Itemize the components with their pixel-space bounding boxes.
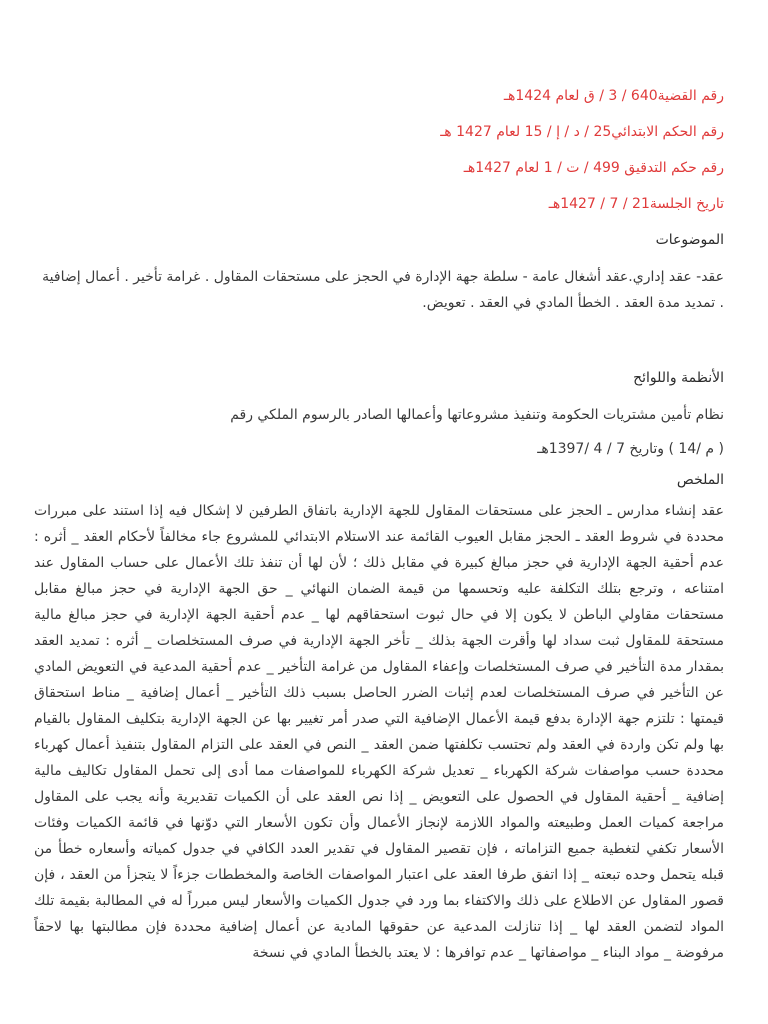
regulations-line-2: ( م /14 ) وتاريخ 7 / 4 /1397هـ	[537, 441, 724, 457]
document-page	[34, 86, 724, 966]
regulations-line-1: نظام تأمين مشتريات الحكومة وتنفيذ مشروعاتها وأعمالها الصادر بالرسوم الملكي رقم	[230, 407, 724, 423]
summary-heading: الملخص	[676, 472, 724, 488]
summary-text: عقد إنشاء مدارس ـ الحجز على مستحقات المقاول للجهة الإدارية باتفاق الطرفين لا إشكال فيه إذا استند على مبررات محددة في شروط العقد ـ الحجز مقابل العيوب القائمة عند الاستلام الابتدائي للمشروع جاء مخالفاً لأحكام العقد _ أثره : عدم أحقية الجهة الإدارية في حجز مبالغ كبيرة في مقابل ذلك ؛ لأن لها أن تنفذ تلك الأعمال على حساب المقاول عند امتناعه ، وترجع بتلك التكلفة عليه وتحسمها من قيمة الضمان النهائي _ حق الجهة الإدارية في حجز مبالغ مقابل مستحقات مقاولي الباطن لا يكون إلا في حال ثبوت استحقاقهم لها _ عدم أحقية الجهة الإدارية في حجز مبالغ مالية مستحقة للمقاول ثبت سداد لها وأقرت الجهة بذلك _ تأخر الجهة الإدارية في صرف المستخلصات _ أثره : تمديد العقد بمقدار مدة التأخير في صرف المستخلصات وإعفاء المقاول من غرامة التأخير _ عدم أحقية المدعية في التعويض المادي عن التأخير في صرف المستخلصات لعدم إثبات الضرر الحاصل بسبب ذلك التأخير _ أعمال إضافية _ مناط استحقاق قيمتها : تلتزم جهة الإدارة بدفع قيمة الأعمال الإضافية التي صدر أمر تغيير بها عن الجهة الإدارية بتكليف المقاول بالقيام بها ولم تكن واردة في العقد ولم تحتسب تكلفتها ضمن العقد _ النص في العقد على التزام المقاول بتنفيذ أعمال كهرباء محددة حسب مواصفات شركة الكهرباء _ تعديل شركة الكهرباء للمواصفات مما أدى إلى تحمل المقاول تكاليف مالية إضافية _ أحقية المقاول في الحصول على التعويض _ إذا نص العقد على أن الكميات تقديرية وأنه يجب على المقاول مراجعة كميات العمل وطبيعته والمواد اللازمة لإنجاز الأعمال وأن تكون الأسعار التي دوّنها في قائمة الكميات وفئات الأسعار تكفي لتغطية جميع التزاماته ، فإن تقصير المقاول في تقدير العدد الكافي في جدول كمياته وأسعاره خطأ من قبله يتحمل وحده تبعته _ إذا اتفق طرفا العقد على اعتبار المواصفات الخاصة والمخططات جزءاً لا يتجزأ من العقد ، فإن قصور المقاول عن الاطلاع على ذلك والاكتفاء بما ورد في جدول الكميات والأسعار ليس مبرراً له في المطالبة بقيمة تلك المواد لتضمن العقد لها _ إذا تنازلت المدعية عن حقوقها المادية عن أعمال إضافية محددة فإن مطالبتها بها لاحقاً مرفوضة _ مواد البناء _ مواصفاتها _ عدم توافرها : لا يعتد بالخطأ المادي في نسخة	[34, 503, 724, 961]
topics-heading: الموضوعات	[655, 232, 724, 248]
audit-ruling-number: رقم حكم التدقيق 499 / ت / 1 لعام 1427هـ	[463, 160, 724, 176]
regulations-heading: الأنظمة واللوائح	[633, 370, 724, 386]
session-date: تاريخ الجلسة21 / 7 / 1427هـ	[548, 196, 724, 212]
case-number: رقم القضية640 / 3 / ق لعام 1424هـ	[503, 88, 724, 104]
primary-ruling-number: رقم الحكم الابتدائي25 / د / إ / 15 لعام 1427 هـ	[440, 124, 724, 140]
topics-text: عقد- عقد إداري.عقد أشغال عامة - سلطة جهة الإدارة في الحجز على مستحقات المقاول . غرامة تأخير . أعمال إضافية . تمديد مدة العقد . الخطأ المادي في العقد . تعويض.	[42, 269, 724, 311]
